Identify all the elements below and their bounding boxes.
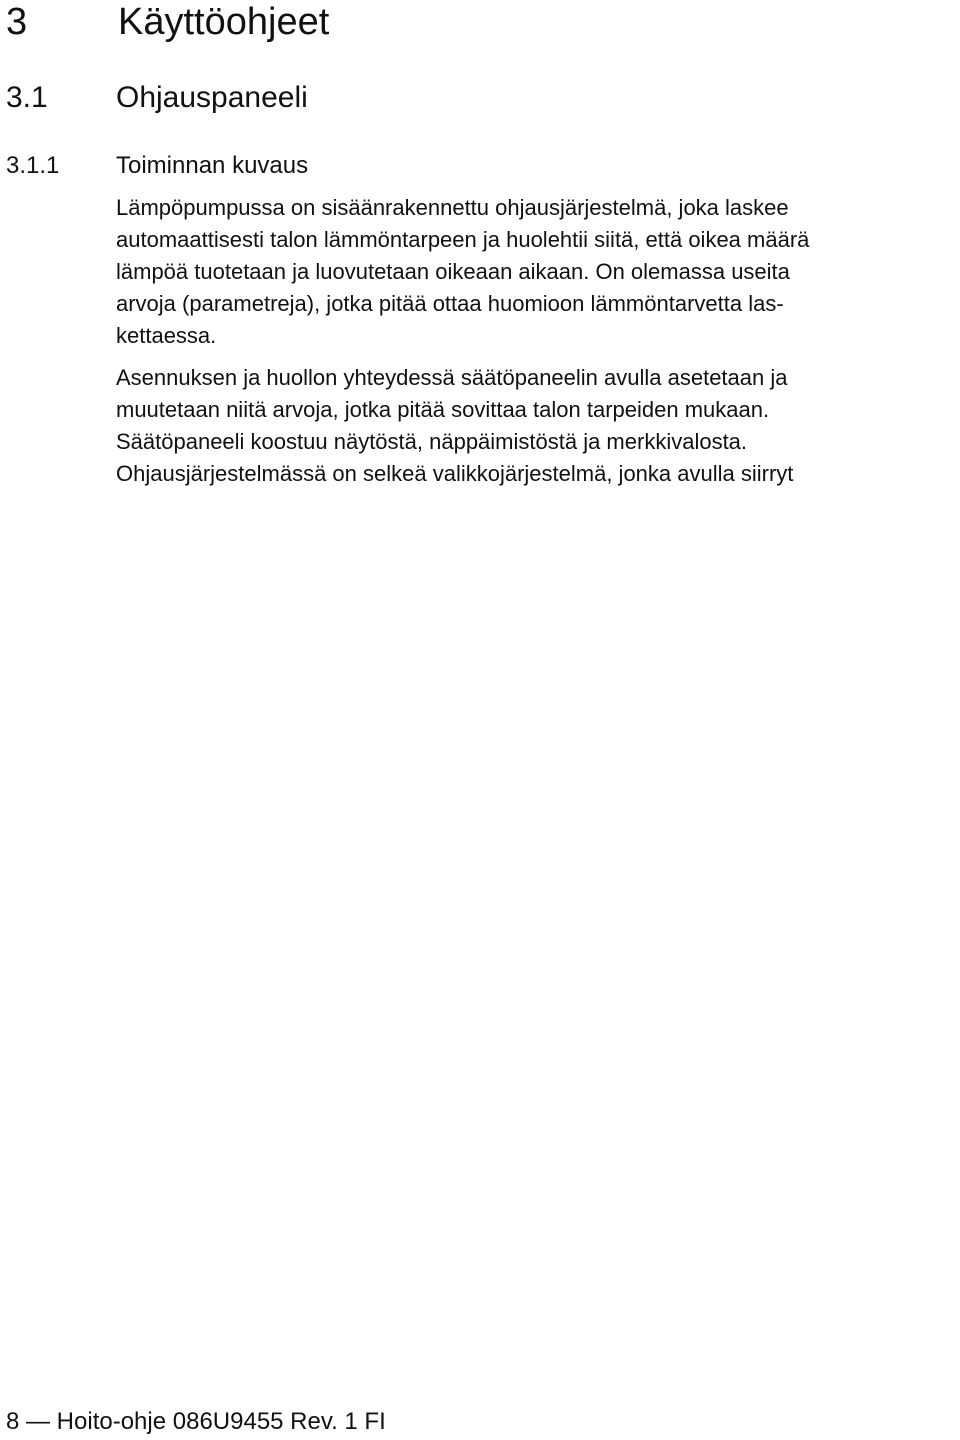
paragraph-line: kettaessa.	[116, 323, 217, 348]
paragraph-line: Lämpöpumpussa on sisäänrakennettu ohjausjärjestelmä, joka laskee	[116, 195, 789, 220]
section-title: Ohjauspaneeli	[116, 81, 308, 114]
subsection-title: Toiminnan kuvaus	[116, 152, 309, 179]
chapter-title: Käyttöohjeet	[118, 1, 330, 43]
body-paragraph-1	[116, 192, 936, 352]
subsection-number: 3.1.1	[6, 152, 60, 179]
body-paragraph-2	[116, 362, 936, 490]
paragraph-line: Asennuksen ja huollon yhteydessä säätöpaneelin avulla asetetaan ja	[116, 365, 788, 390]
section-number: 3.1	[6, 81, 48, 114]
paragraph-line: Ohjausjärjestelmässä on selkeä valikkojärjestelmä, jonka avulla siirryt	[116, 461, 794, 486]
chapter-number: 3	[6, 1, 28, 43]
paragraph-line: lämpöä tuotetaan ja luovutetaan oikeaan aikaan. On olemassa useita	[116, 259, 790, 284]
paragraph-line: arvoja (parametreja), jotka pitää ottaa huomioon lämmöntarvetta las-	[116, 291, 784, 316]
page-footer: 8 — Hoito-ohje 086U9455 Rev. 1 FI	[6, 1408, 386, 1435]
paragraph-line: automaattisesti talon lämmöntarpeen ja huolehtii siitä, että oikea määrä	[116, 227, 810, 252]
paragraph-line: muutetaan niitä arvoja, jotka pitää sovittaa talon tarpeiden mukaan.	[116, 397, 770, 422]
paragraph-line: Säätöpaneeli koostuu näytöstä, näppäimistöstä ja merkkivalosta.	[116, 429, 748, 454]
